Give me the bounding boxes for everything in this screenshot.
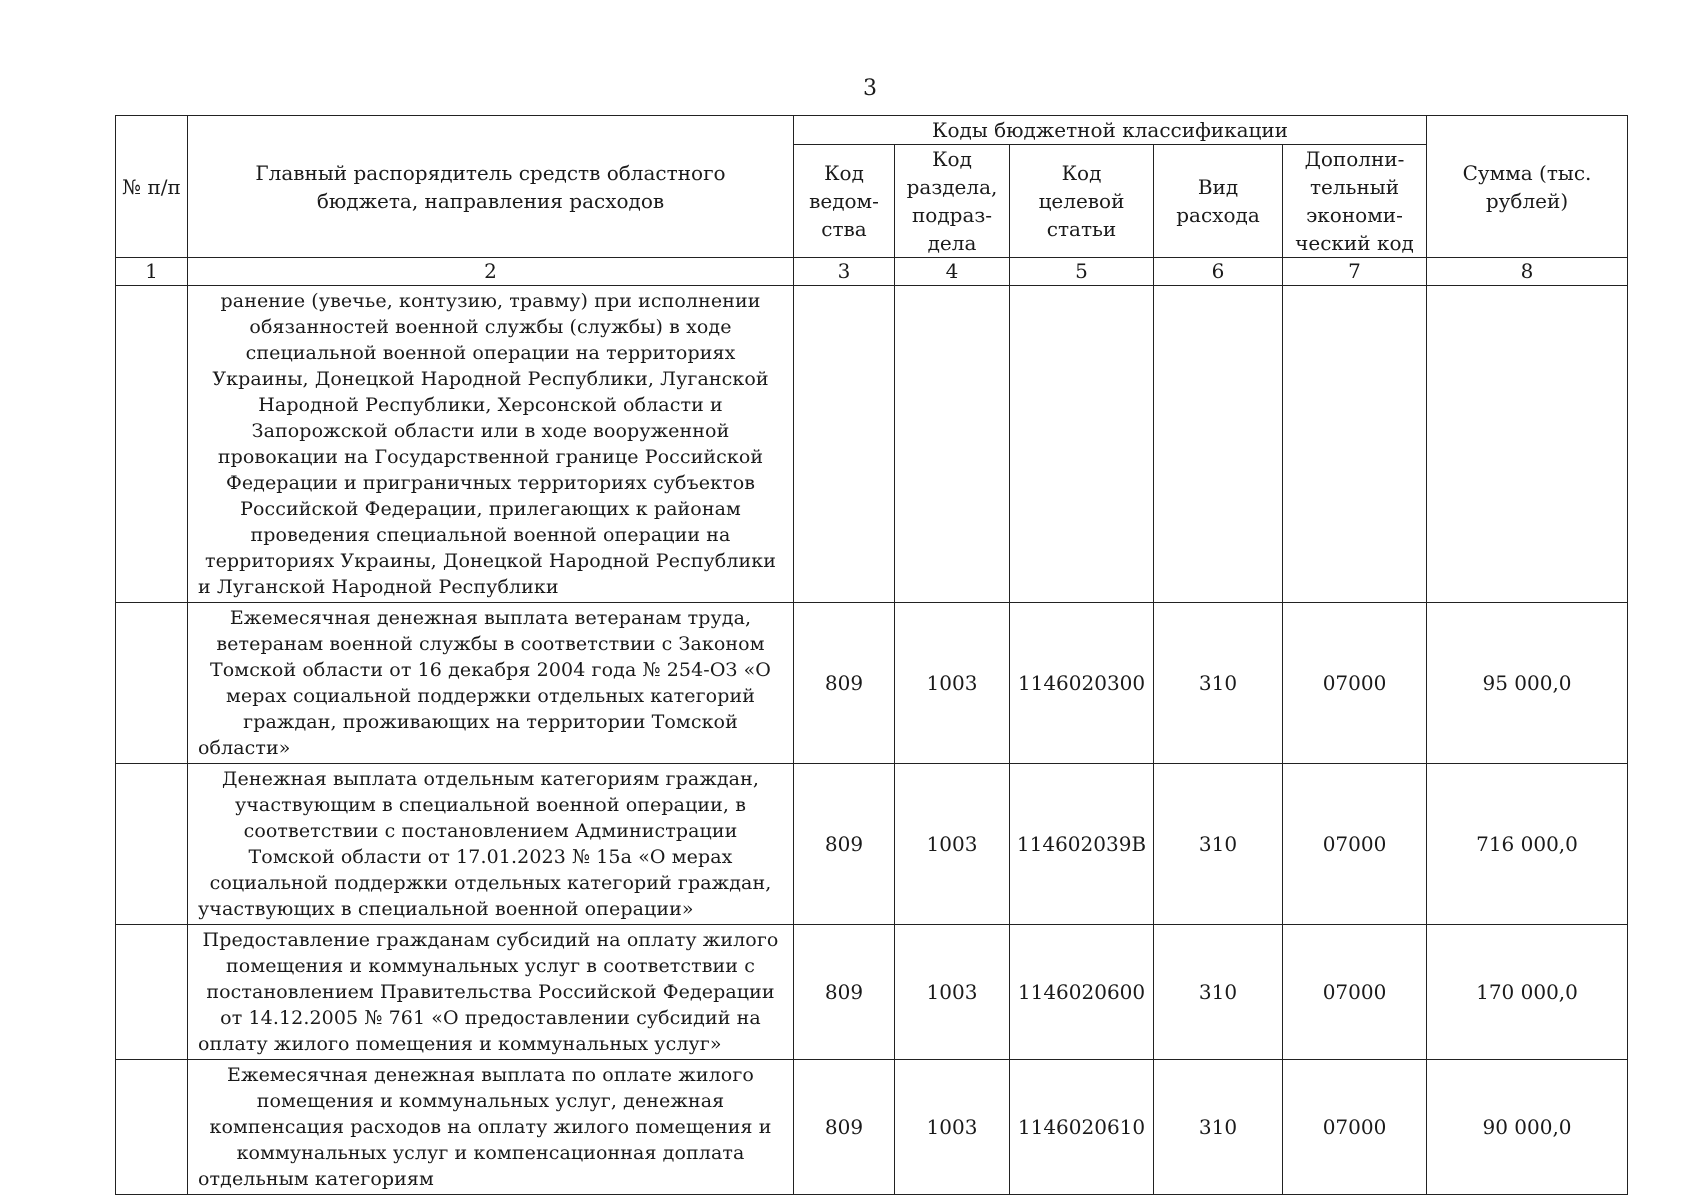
row-num [116, 1060, 188, 1195]
column-number: 7 [1283, 258, 1427, 286]
row-expense-type: 310 [1154, 1060, 1283, 1195]
row-expense-type: 310 [1154, 764, 1283, 925]
row-extra-code: 07000 [1283, 925, 1427, 1060]
row-expense-type: 310 [1154, 603, 1283, 764]
budget-table [115, 115, 1628, 1195]
row-num [116, 764, 188, 925]
row-description: Ежемесячная денежная выплата ветеранам труда, ветеранам военной службы в соответствии с Законом Томской области от 16 декабря 2004 года № 254-ОЗ «О мерах социальной поддержки отдельных категорий граждан, проживающих на территории Томской области» [188, 603, 794, 764]
row-section-code: 1003 [895, 603, 1010, 764]
column-number: 1 [116, 258, 188, 286]
row-description: Денежная выплата отдельным категориям граждан, участвующим в специальной военной операции, в соответствии с постановлением Администрации Томской области от 17.01.2023 № 15а «О мерах социальной поддержки отдельных категорий граждан, участвующих в специальной военной операции» [188, 764, 794, 925]
header-code-section: Код раздела, подраз-дела [895, 145, 1010, 258]
row-target-code: 1146020600 [1010, 925, 1154, 1060]
row-sum: 716 000,0 [1427, 764, 1628, 925]
header-sum: Сумма (тыс. рублей) [1427, 116, 1628, 258]
column-number: 5 [1010, 258, 1154, 286]
row-num [116, 925, 188, 1060]
row-dept-code [794, 286, 895, 603]
row-num [116, 286, 188, 603]
row-dept-code: 809 [794, 764, 895, 925]
row-sum: 90 000,0 [1427, 1060, 1628, 1195]
row-extra-code: 07000 [1283, 764, 1427, 925]
header-num: № п/п [116, 116, 188, 258]
row-target-code [1010, 286, 1154, 603]
row-target-code: 1146020610 [1010, 1060, 1154, 1195]
column-number: 8 [1427, 258, 1628, 286]
row-description: Ежемесячная денежная выплата по оплате жилого помещения и коммунальных услуг, денежная компенсация расходов на оплату жилого помещения и коммунальных услуг и компенсационная доплата отдельным категориям [188, 1060, 794, 1195]
column-number: 2 [188, 258, 794, 286]
table-row [116, 603, 1628, 764]
table-row [116, 1060, 1628, 1195]
header-code-target: Код целевой статьи [1010, 145, 1154, 258]
row-extra-code [1283, 286, 1427, 603]
row-num [116, 603, 188, 764]
header-extra-econ: Дополни-тельный экономи-ческий код [1283, 145, 1427, 258]
header-row-group [116, 116, 1628, 145]
table-row [116, 925, 1628, 1060]
row-extra-code: 07000 [1283, 1060, 1427, 1195]
column-number: 3 [794, 258, 895, 286]
table-row [116, 764, 1628, 925]
row-section-code: 1003 [895, 1060, 1010, 1195]
row-extra-code: 07000 [1283, 603, 1427, 764]
row-description: Предоставление гражданам субсидий на оплату жилого помещения и коммунальных услуг в соответствии с постановлением Правительства Российской Федерации от 14.12.2005 № 761 «О предоставлении субсидий на оплату жилого помещения и коммунальных услуг» [188, 925, 794, 1060]
row-dept-code: 809 [794, 925, 895, 1060]
row-section-code: 1003 [895, 925, 1010, 1060]
row-section-code: 1003 [895, 764, 1010, 925]
row-sum [1427, 286, 1628, 603]
row-expense-type: 310 [1154, 925, 1283, 1060]
row-section-code [895, 286, 1010, 603]
row-dept-code: 809 [794, 603, 895, 764]
column-number: 6 [1154, 258, 1283, 286]
row-target-code: 1146020300 [1010, 603, 1154, 764]
column-number-row [116, 258, 1628, 286]
row-dept-code: 809 [794, 1060, 895, 1195]
header-expense-type: Вид расхода [1154, 145, 1283, 258]
row-target-code: 114602039В [1010, 764, 1154, 925]
column-number: 4 [895, 258, 1010, 286]
row-description: ранение (увечье, контузию, травму) при исполнении обязанностей военной службы (службы) в ходе специальной военной операции на территориях Украины, Донецкой Народной Республики, Луганской Народной Республики, Херсонской области и Запорожской области или в ходе вооруженной провокации на Государственной границе Российской Федерации и приграничных территориях субъектов Российской Федерации, прилегающих к районам проведения специальной военной операции на территориях Украины, Донецкой Народной Республики и Луганской Народной Республики [188, 286, 794, 603]
page-number: 3 [863, 76, 877, 101]
row-expense-type [1154, 286, 1283, 603]
header-code-dept: Код ведом-ства [794, 145, 895, 258]
header-name: Главный распорядитель средств областного бюджета, направления расходов [188, 116, 794, 258]
row-sum: 95 000,0 [1427, 603, 1628, 764]
header-codes-group: Коды бюджетной классификации [794, 116, 1427, 145]
row-sum: 170 000,0 [1427, 925, 1628, 1060]
table-row [116, 286, 1628, 603]
